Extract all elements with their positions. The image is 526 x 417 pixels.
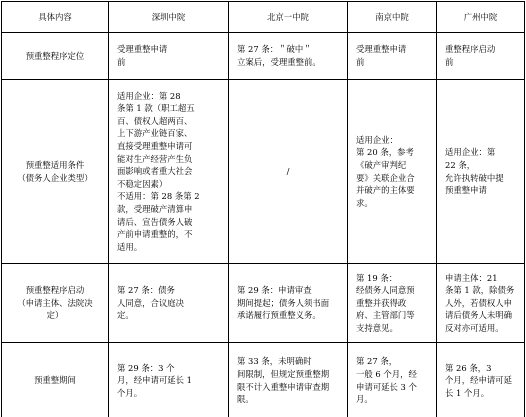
header-content: 具体内容 xyxy=(2,2,109,33)
table-row xyxy=(2,80,525,264)
cell-beijing-positioning: 第 27 条：＂破中＂ 立案后，受理重整前。 xyxy=(229,33,348,80)
row-label-procedure-start: 预重整程序启动 （申请主体、法院决 定） xyxy=(2,264,109,343)
pre-reorganization-comparison-table xyxy=(1,1,525,417)
cell-beijing-start: 第 29 条：申请审查 期间提起；债务人须书面 承诺履行预重整义务。 xyxy=(229,264,348,343)
cell-nanjing-period: 第 27 条， 一般 6 个月，经 申请可延长 3 个 月。 xyxy=(348,343,437,417)
row-label-period: 预重整期间 xyxy=(2,343,109,417)
comparison-table-container xyxy=(1,1,525,417)
header-beijing-first: 北京一中院 xyxy=(229,2,348,33)
header-row xyxy=(2,2,525,33)
header-guangzhou: 广州中院 xyxy=(437,2,525,33)
header-shenzhen: 深圳中院 xyxy=(109,2,229,33)
cell-guangzhou-conditions: 适用企业：第 22 条， 允许执转破中提 预重整申请 xyxy=(437,80,525,264)
table-row xyxy=(2,343,525,417)
row-label-applicable-conditions: 预重整适用条件 （债务人企业类型） xyxy=(2,80,109,264)
cell-guangzhou-start: 申请主体：21 条第 1 款，除债务 人外，若债权人申 请后债务人未明确 反对亦可适用。 xyxy=(437,264,525,343)
row-label-positioning: 预重整程序定位 xyxy=(2,33,109,80)
cell-guangzhou-period: 第 26 条，3 个月，经申请可延 长 1 个月。 xyxy=(437,343,525,417)
cell-nanjing-start: 第 19 条： 经债务人同意预 重整并获得政 府、主管部门等 支持意见。 xyxy=(348,264,437,343)
cell-nanjing-positioning: 受理重整申请 前 xyxy=(348,33,437,80)
cell-guangzhou-positioning: 重整程序启动 前 xyxy=(437,33,525,80)
cell-shenzhen-positioning: 受理重整申请 前 xyxy=(109,33,229,80)
header-nanjing: 南京中院 xyxy=(348,2,437,33)
cell-beijing-conditions: / xyxy=(229,80,348,264)
cell-beijing-period: 第 33 条，未明确时 间限制，但规定预重整期 限不计入重整申请审查期 限。 xyxy=(229,343,348,417)
cell-nanjing-conditions: 适用企业： 第 20 条，参考 《破产审判纪 要》关联企业合 并破产的主体要 求。 xyxy=(348,80,437,264)
table-row xyxy=(2,264,525,343)
cell-shenzhen-conditions: 适用企业：第 28 条第 1 款（职工超五 百、债权人超两百、 上下游产业链百家、 直接受理重整申请可 能对生产经营产生负 面影响或者重大社会 不稳定因素） 不适用：第 28 条第 2 款，受理破产清算申 请后、宣告债务人破 产前申请重整的，不 适用。 xyxy=(109,80,229,264)
cell-shenzhen-period: 第 29 条：3 个 月，经申请可延长 1 个月。 xyxy=(109,343,229,417)
cell-shenzhen-start: 第 27 条：债务 人同意，合议庭决 定。 xyxy=(109,264,229,343)
table-row xyxy=(2,33,525,80)
